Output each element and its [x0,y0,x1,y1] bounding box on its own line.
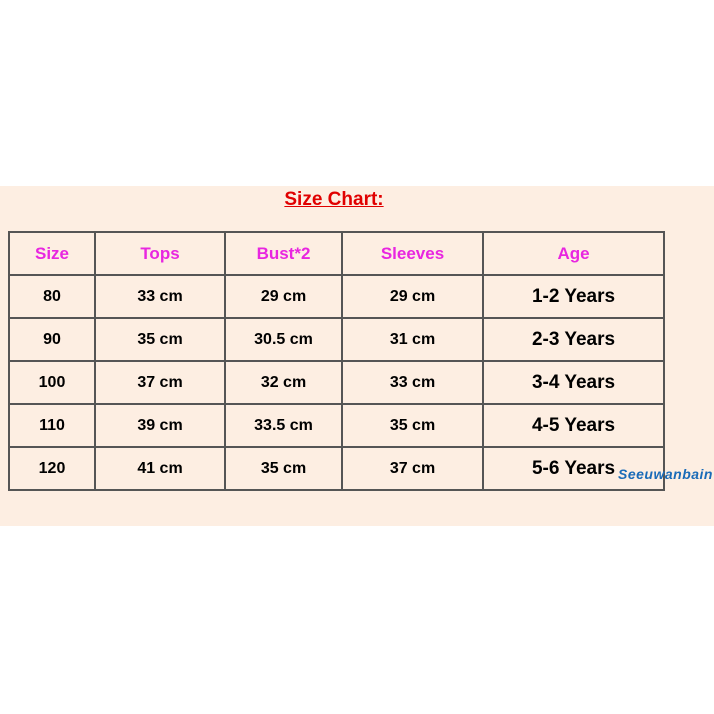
header-size: Size [9,232,95,275]
size-chart-table [8,231,665,491]
cell-sleeves: 31 cm [342,318,483,361]
cell-sleeves: 35 cm [342,404,483,447]
cell-size: 120 [9,447,95,490]
header-age: Age [483,232,664,275]
cell-sleeves: 29 cm [342,275,483,318]
cell-tops: 37 cm [95,361,225,404]
header-tops: Tops [95,232,225,275]
cell-bust: 35 cm [225,447,342,490]
cell-tops: 39 cm [95,404,225,447]
cell-size: 100 [9,361,95,404]
cell-size: 90 [9,318,95,361]
cell-sleeves: 37 cm [342,447,483,490]
table-header-row [9,232,664,275]
cell-bust: 29 cm [225,275,342,318]
cell-size: 80 [9,275,95,318]
cell-tops: 41 cm [95,447,225,490]
table-row [9,318,664,361]
cell-bust: 33.5 cm [225,404,342,447]
cell-bust: 30.5 cm [225,318,342,361]
cell-age: 2-3 Years [483,318,664,361]
table-row [9,361,664,404]
watermark-logo: Seeuwanbain [618,466,713,482]
cell-tops: 35 cm [95,318,225,361]
cell-age: 4-5 Years [483,404,664,447]
header-bust: Bust*2 [225,232,342,275]
table-row [9,275,664,318]
table-row [9,404,664,447]
table-row [9,447,664,490]
page-title: Size Chart: [284,189,384,210]
cell-sleeves: 33 cm [342,361,483,404]
cell-tops: 33 cm [95,275,225,318]
header-sleeves: Sleeves [342,232,483,275]
cell-size: 110 [9,404,95,447]
cell-age: 5-6 Years [483,447,664,490]
cell-bust: 32 cm [225,361,342,404]
cell-age: 1-2 Years [483,275,664,318]
cell-age: 3-4 Years [483,361,664,404]
